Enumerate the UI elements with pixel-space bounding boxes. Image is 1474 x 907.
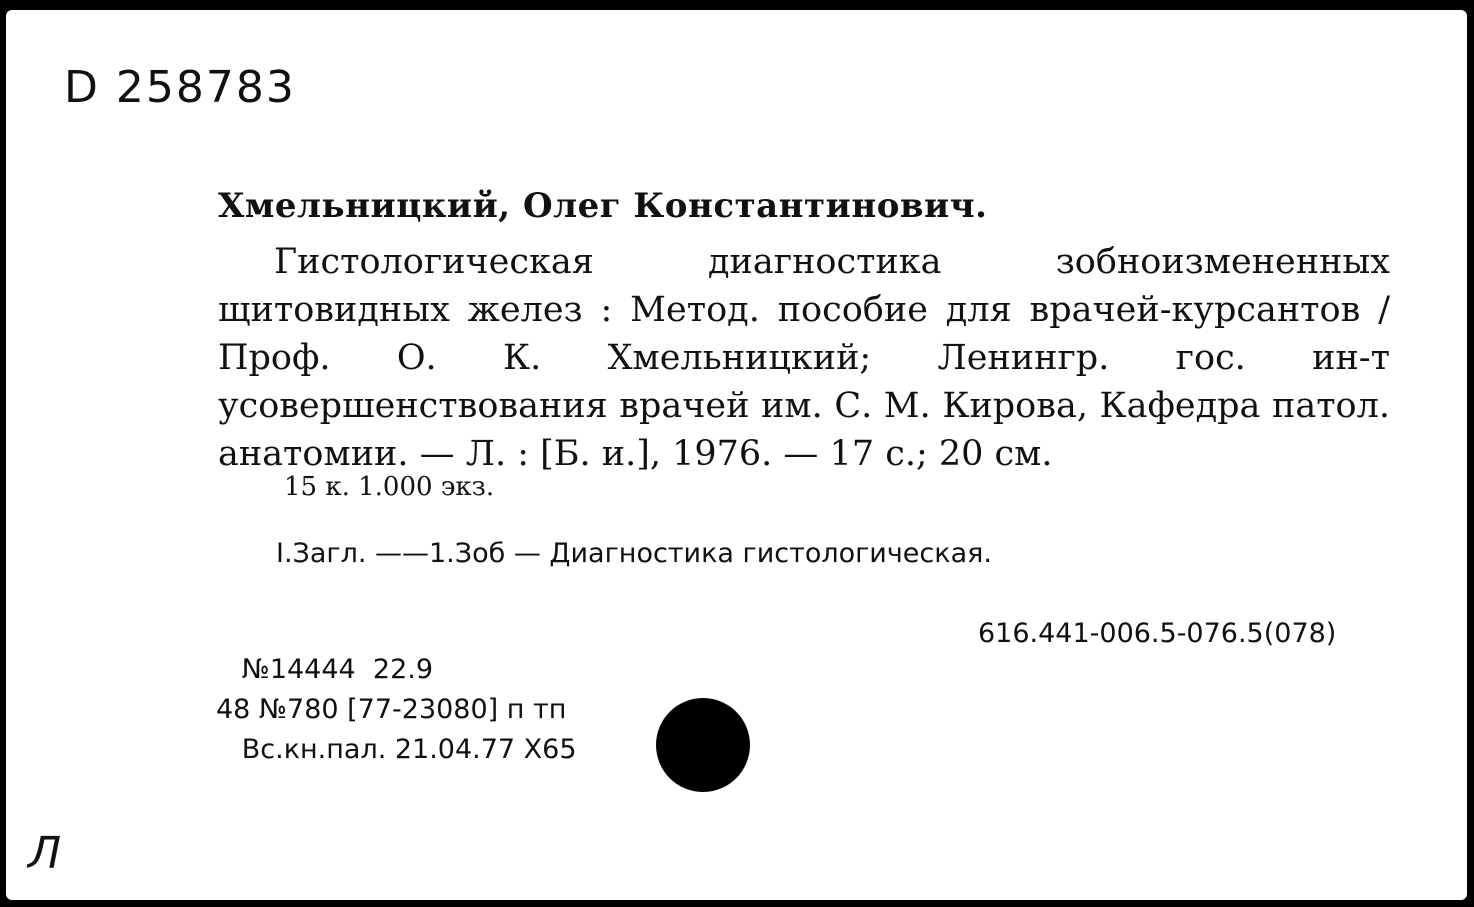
udc-classification: 616.441-006.5-076.5(078) [978,618,1337,649]
catalog-card [6,10,1467,900]
call-number: D 258783 [64,62,296,113]
corner-handwritten-mark: Л [28,828,62,879]
subject-tracings: I.Загл. ——1.Зоб — Диагностика гистологическая. [276,538,992,569]
acquisition-notes [216,650,577,770]
acquisition-line: №14444 22.9 [216,654,434,685]
acquisition-line: Вс.кн.пал. 21.04.77 Х65 [216,734,577,765]
author-heading: Хмельницкий, Олег Константинович. [218,186,988,226]
punch-hole [656,698,750,792]
price-copies: 15 к. 1.000 экз. [284,472,495,502]
title-description: Гистологическая диагностика зобноизмененных щитовидных желез : Метод. пособие для врачей-курсантов / Проф. О. К. Хмельницкий; Ленингр. гос. ин-т усовершенствования врачей им. С. М. Кирова, Кафедра патол. анатомии. — Л. : [Б. и.], 1976. — 17 с.; 20 см. [218,242,1390,474]
acquisition-line: 48 №780 [77-23080] п тп [216,694,567,725]
